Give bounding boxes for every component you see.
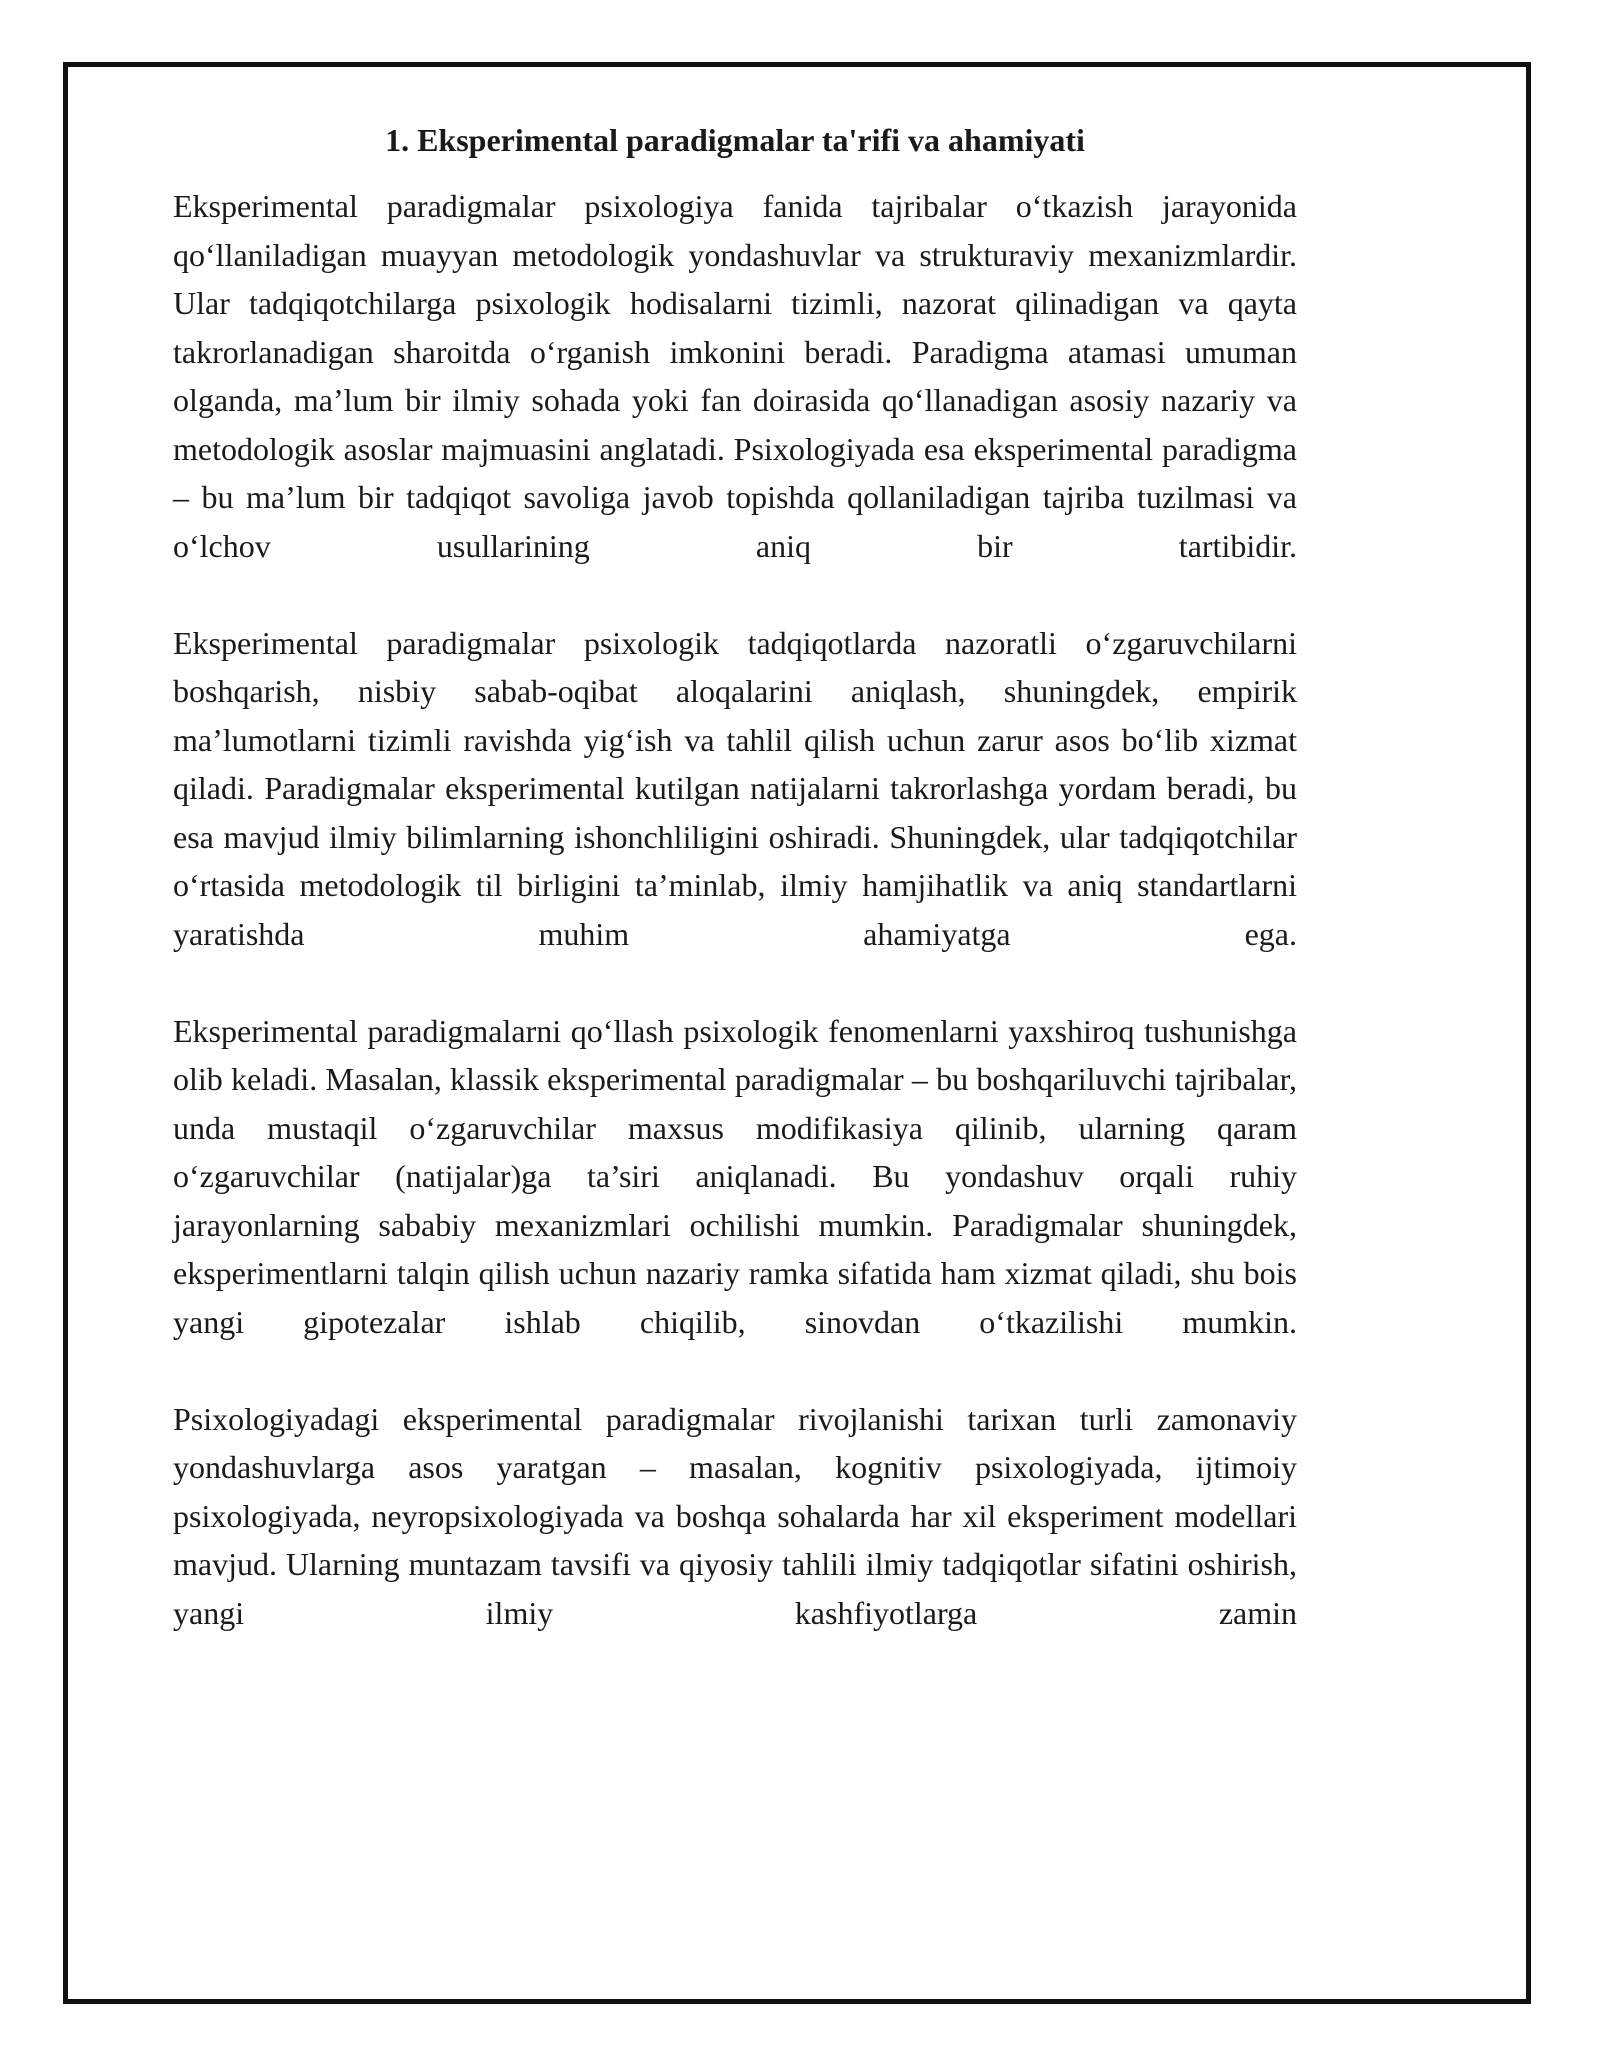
paragraph-1: Eksperimental paradigmalar psixologiya fanida tajribalar oʻtkazish jarayonida qoʻllaniladigan muayyan metodologik yondashuvlar va strukturaviy mexanizmlardir. Ular tadqiqotchilarga psixologik hodisalarni tizimli, nazorat qilinadigan va qayta takrorlanadigan sharoitda oʻrganish imkonini beradi. Paradigma atamasi umuman olganda, ma’lum bir ilmiy sohada yoki fan doirasida qoʻllanadigan asosiy nazariy va metodologik asoslar majmuasini anglatadi. Psixologiyada esa eksperimental paradigma – bu ma’lum bir tadqiqot savoliga javob topishda qollaniladigan tajriba tuzilmasi va oʻlchov usullarining aniq bir tartibidir. bbox=[173, 188, 1297, 564]
paragraph-3: Eksperimental paradigmalarni qoʻllash psixologik fenomenlarni yaxshiroq tushunishga olib keladi. Masalan, klassik eksperimental paradigmalar – bu boshqariluvchi tajribalar, unda mustaqil oʻzgaruvchilar maxsus modifikasiya qilinib, ularning qaram oʻzgaruvchilar (natijalar)ga ta’siri aniqlanadi. Bu yondashuv orqali ruhiy jarayonlarning sababiy mexanizmlari ochilishi mumkin. Paradigmalar shuningdek, eksperimentlarni talqin qilish uchun nazariy ramka sifatida ham xizmat qiladi, shu bois yangi gipotezalar ishlab chiqilib, sinovdan oʻtkazilishi mumkin. bbox=[173, 1012, 1297, 1340]
document-body bbox=[173, 120, 1297, 1637]
paragraph-4: Psixologiyadagi eksperimental paradigmalar rivojlanishi tarixan turli zamonaviy yondashuvlarga asos yaratgan – masalan, kognitiv psixologiyada, ijtimoiy psixologiyada, neyropsixologiyada va boshqa sohalarda har xil eksperiment modellari mavjud. Ularning muntazam tavsifi va qiyosiy tahlili ilmiy tadqiqotlar sifatini oshirish, yangi ilmiy kashfiyotlarga zamin bbox=[173, 1400, 1297, 1631]
paragraph-2: Eksperimental paradigmalar psixologik tadqiqotlarda nazoratli oʻzgaruvchilarni boshqarish, nisbiy sabab-oqibat aloqalarini aniqlash, shuningdek, empirik ma’lumotlarni tizimli ravishda yigʻish va tahlil qilish uchun zarur asos boʻlib xizmat qiladi. Paradigmalar eksperimental kutilgan natijalarni takrorlashga yordam beradi, bu esa mavjud ilmiy bilimlarning ishonchliligini oshiradi. Shuningdek, ular tadqiqotchilar oʻrtasida metodologik til birligini ta’minlab, ilmiy hamjihatlik va aniq standartlarni yaratishda muhim ahamiyatga ega. bbox=[173, 624, 1297, 952]
section-heading: 1. Eksperimental paradigmalar ta'rifi va ahamiyati bbox=[385, 122, 1085, 158]
